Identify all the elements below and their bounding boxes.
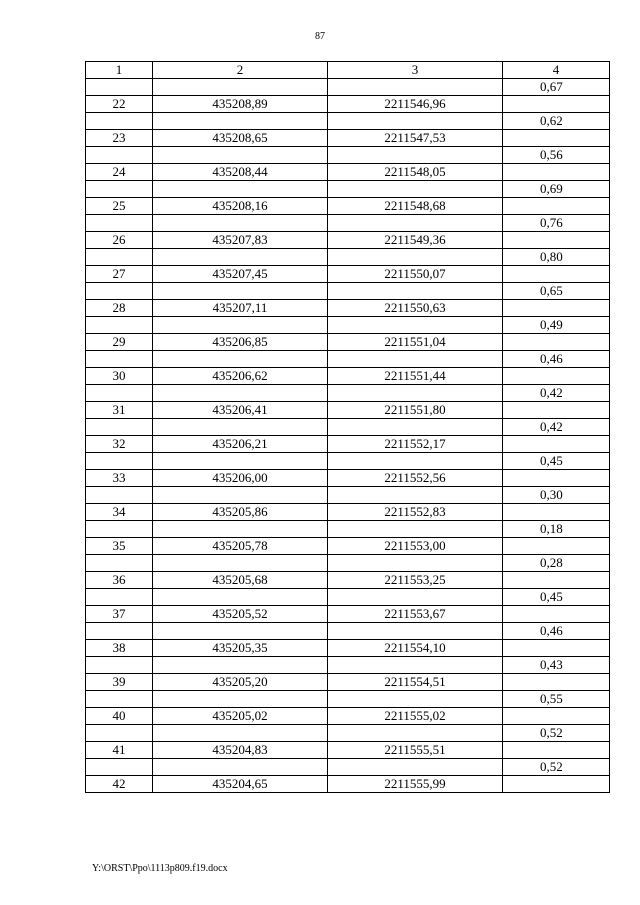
distance-cell [503, 164, 610, 181]
x-coordinate-cell [153, 249, 328, 266]
point-number-cell: 23 [86, 130, 153, 147]
x-coordinate-cell [153, 555, 328, 572]
x-coordinate-cell [153, 317, 328, 334]
x-coordinate-cell: 435207,11 [153, 300, 328, 317]
x-coordinate-cell: 435208,44 [153, 164, 328, 181]
y-coordinate-cell: 2211551,04 [328, 334, 503, 351]
y-coordinate-cell: 2211554,51 [328, 674, 503, 691]
point-number-cell: 22 [86, 96, 153, 113]
distance-cell [503, 674, 610, 691]
y-coordinate-cell [328, 181, 503, 198]
table-row [86, 725, 610, 742]
distance-cell: 0,67 [503, 79, 610, 96]
table-row [86, 300, 610, 317]
point-number-cell [86, 521, 153, 538]
table-row [86, 419, 610, 436]
x-coordinate-cell [153, 79, 328, 96]
point-number-cell [86, 419, 153, 436]
column-header: 3 [328, 62, 503, 79]
table-row [86, 504, 610, 521]
distance-cell: 0,46 [503, 623, 610, 640]
table-header-row [86, 62, 610, 79]
point-number-cell: 38 [86, 640, 153, 657]
distance-cell [503, 368, 610, 385]
point-number-cell [86, 317, 153, 334]
point-number-cell: 30 [86, 368, 153, 385]
y-coordinate-cell [328, 79, 503, 96]
distance-cell [503, 402, 610, 419]
table-row [86, 623, 610, 640]
table-row [86, 96, 610, 113]
y-coordinate-cell [328, 317, 503, 334]
distance-cell [503, 266, 610, 283]
x-coordinate-cell: 435205,86 [153, 504, 328, 521]
y-coordinate-cell: 2211549,36 [328, 232, 503, 249]
distance-cell: 0,45 [503, 589, 610, 606]
point-number-cell: 35 [86, 538, 153, 555]
x-coordinate-cell [153, 113, 328, 130]
distance-cell [503, 334, 610, 351]
distance-cell: 0,18 [503, 521, 610, 538]
table-row [86, 589, 610, 606]
x-coordinate-cell: 435206,62 [153, 368, 328, 385]
y-coordinate-cell: 2211550,63 [328, 300, 503, 317]
distance-cell [503, 504, 610, 521]
coordinates-table [85, 61, 610, 793]
table-row [86, 79, 610, 96]
distance-cell: 0,45 [503, 453, 610, 470]
distance-cell: 0,76 [503, 215, 610, 232]
y-coordinate-cell: 2211555,02 [328, 708, 503, 725]
y-coordinate-cell: 2211550,07 [328, 266, 503, 283]
table-row [86, 334, 610, 351]
y-coordinate-cell [328, 113, 503, 130]
table-row [86, 351, 610, 368]
distance-cell [503, 232, 610, 249]
point-number-cell [86, 283, 153, 300]
y-coordinate-cell: 2211555,51 [328, 742, 503, 759]
distance-cell [503, 130, 610, 147]
x-coordinate-cell [153, 691, 328, 708]
y-coordinate-cell [328, 283, 503, 300]
table-row [86, 130, 610, 147]
column-header: 1 [86, 62, 153, 79]
y-coordinate-cell [328, 351, 503, 368]
point-number-cell: 33 [86, 470, 153, 487]
x-coordinate-cell: 435208,89 [153, 96, 328, 113]
point-number-cell: 32 [86, 436, 153, 453]
point-number-cell: 24 [86, 164, 153, 181]
y-coordinate-cell [328, 385, 503, 402]
y-coordinate-cell: 2211553,25 [328, 572, 503, 589]
x-coordinate-cell: 435206,21 [153, 436, 328, 453]
table-row [86, 742, 610, 759]
point-number-cell [86, 351, 153, 368]
x-coordinate-cell [153, 589, 328, 606]
distance-cell [503, 640, 610, 657]
point-number-cell [86, 113, 153, 130]
y-coordinate-cell [328, 147, 503, 164]
point-number-cell: 25 [86, 198, 153, 215]
table-row [86, 606, 610, 623]
y-coordinate-cell: 2211551,44 [328, 368, 503, 385]
distance-cell: 0,80 [503, 249, 610, 266]
x-coordinate-cell: 435206,85 [153, 334, 328, 351]
x-coordinate-cell: 435208,65 [153, 130, 328, 147]
y-coordinate-cell: 2211555,99 [328, 776, 503, 793]
table-row [86, 317, 610, 334]
y-coordinate-cell [328, 453, 503, 470]
point-number-cell [86, 453, 153, 470]
x-coordinate-cell: 435205,52 [153, 606, 328, 623]
x-coordinate-cell: 435208,16 [153, 198, 328, 215]
table-row [86, 402, 610, 419]
y-coordinate-cell [328, 725, 503, 742]
point-number-cell: 34 [86, 504, 153, 521]
point-number-cell [86, 725, 153, 742]
distance-cell: 0,52 [503, 725, 610, 742]
distance-cell: 0,42 [503, 385, 610, 402]
distance-cell: 0,30 [503, 487, 610, 504]
distance-cell: 0,65 [503, 283, 610, 300]
x-coordinate-cell: 435205,02 [153, 708, 328, 725]
distance-cell: 0,43 [503, 657, 610, 674]
table-row [86, 249, 610, 266]
point-number-cell: 41 [86, 742, 153, 759]
distance-cell: 0,42 [503, 419, 610, 436]
page-number: 87 [315, 31, 325, 42]
table-row [86, 215, 610, 232]
distance-cell: 0,49 [503, 317, 610, 334]
point-number-cell [86, 691, 153, 708]
y-coordinate-cell [328, 249, 503, 266]
point-number-cell [86, 487, 153, 504]
table-row [86, 555, 610, 572]
table-row [86, 368, 610, 385]
table-row [86, 198, 610, 215]
point-number-cell [86, 759, 153, 776]
distance-cell [503, 538, 610, 555]
x-coordinate-cell: 435205,78 [153, 538, 328, 555]
distance-cell [503, 96, 610, 113]
x-coordinate-cell: 435204,83 [153, 742, 328, 759]
table-row [86, 266, 610, 283]
x-coordinate-cell: 435206,41 [153, 402, 328, 419]
point-number-cell [86, 79, 153, 96]
table-row [86, 147, 610, 164]
table-row [86, 232, 610, 249]
x-coordinate-cell [153, 419, 328, 436]
point-number-cell: 26 [86, 232, 153, 249]
table-body [86, 79, 610, 793]
x-coordinate-cell: 435207,45 [153, 266, 328, 283]
y-coordinate-cell [328, 589, 503, 606]
distance-cell: 0,69 [503, 181, 610, 198]
distance-cell: 0,62 [503, 113, 610, 130]
distance-cell: 0,28 [503, 555, 610, 572]
table-row [86, 640, 610, 657]
x-coordinate-cell [153, 351, 328, 368]
distance-cell [503, 708, 610, 725]
y-coordinate-cell [328, 657, 503, 674]
table-row [86, 708, 610, 725]
x-coordinate-cell [153, 283, 328, 300]
point-number-cell: 31 [86, 402, 153, 419]
y-coordinate-cell [328, 759, 503, 776]
y-coordinate-cell: 2211548,68 [328, 198, 503, 215]
distance-cell: 0,55 [503, 691, 610, 708]
table-row [86, 113, 610, 130]
y-coordinate-cell: 2211551,80 [328, 402, 503, 419]
x-coordinate-cell [153, 623, 328, 640]
y-coordinate-cell [328, 521, 503, 538]
point-number-cell [86, 385, 153, 402]
x-coordinate-cell [153, 725, 328, 742]
point-number-cell: 40 [86, 708, 153, 725]
table-row [86, 538, 610, 555]
point-number-cell: 36 [86, 572, 153, 589]
x-coordinate-cell [153, 147, 328, 164]
y-coordinate-cell [328, 691, 503, 708]
x-coordinate-cell [153, 521, 328, 538]
table-row [86, 283, 610, 300]
x-coordinate-cell: 435205,20 [153, 674, 328, 691]
point-number-cell: 37 [86, 606, 153, 623]
distance-cell [503, 572, 610, 589]
x-coordinate-cell: 435205,35 [153, 640, 328, 657]
table-row [86, 674, 610, 691]
x-coordinate-cell [153, 657, 328, 674]
distance-cell [503, 198, 610, 215]
table-row [86, 487, 610, 504]
file-path-footer: Y:\ORST\Ppo\1113p809.f19.docx [92, 863, 228, 874]
point-number-cell [86, 147, 153, 164]
distance-cell [503, 606, 610, 623]
point-number-cell [86, 589, 153, 606]
y-coordinate-cell [328, 623, 503, 640]
point-number-cell [86, 623, 153, 640]
point-number-cell [86, 249, 153, 266]
distance-cell: 0,46 [503, 351, 610, 368]
x-coordinate-cell [153, 215, 328, 232]
table-row [86, 164, 610, 181]
y-coordinate-cell: 2211554,10 [328, 640, 503, 657]
table-row [86, 470, 610, 487]
y-coordinate-cell: 2211553,00 [328, 538, 503, 555]
y-coordinate-cell: 2211552,17 [328, 436, 503, 453]
x-coordinate-cell: 435207,83 [153, 232, 328, 249]
point-number-cell [86, 555, 153, 572]
x-coordinate-cell [153, 453, 328, 470]
table-row [86, 521, 610, 538]
table-row [86, 181, 610, 198]
y-coordinate-cell: 2211553,67 [328, 606, 503, 623]
table-row [86, 691, 610, 708]
distance-cell [503, 470, 610, 487]
x-coordinate-cell [153, 487, 328, 504]
table-row [86, 453, 610, 470]
x-coordinate-cell [153, 759, 328, 776]
table-row [86, 759, 610, 776]
y-coordinate-cell [328, 419, 503, 436]
table-row [86, 436, 610, 453]
point-number-cell [86, 215, 153, 232]
y-coordinate-cell: 2211547,53 [328, 130, 503, 147]
distance-cell: 0,56 [503, 147, 610, 164]
y-coordinate-cell: 2211546,96 [328, 96, 503, 113]
point-number-cell: 27 [86, 266, 153, 283]
y-coordinate-cell: 2211552,56 [328, 470, 503, 487]
point-number-cell: 39 [86, 674, 153, 691]
x-coordinate-cell [153, 181, 328, 198]
distance-cell [503, 776, 610, 793]
y-coordinate-cell: 2211548,05 [328, 164, 503, 181]
point-number-cell [86, 657, 153, 674]
column-header: 2 [153, 62, 328, 79]
table-row [86, 657, 610, 674]
table-row [86, 572, 610, 589]
point-number-cell [86, 181, 153, 198]
table-row [86, 385, 610, 402]
x-coordinate-cell [153, 385, 328, 402]
point-number-cell: 29 [86, 334, 153, 351]
x-coordinate-cell: 435204,65 [153, 776, 328, 793]
column-header: 4 [503, 62, 610, 79]
y-coordinate-cell: 2211552,83 [328, 504, 503, 521]
point-number-cell: 28 [86, 300, 153, 317]
table-row [86, 776, 610, 793]
y-coordinate-cell [328, 555, 503, 572]
x-coordinate-cell: 435205,68 [153, 572, 328, 589]
x-coordinate-cell: 435206,00 [153, 470, 328, 487]
distance-cell [503, 436, 610, 453]
distance-cell: 0,52 [503, 759, 610, 776]
y-coordinate-cell [328, 487, 503, 504]
distance-cell [503, 300, 610, 317]
point-number-cell: 42 [86, 776, 153, 793]
distance-cell [503, 742, 610, 759]
y-coordinate-cell [328, 215, 503, 232]
